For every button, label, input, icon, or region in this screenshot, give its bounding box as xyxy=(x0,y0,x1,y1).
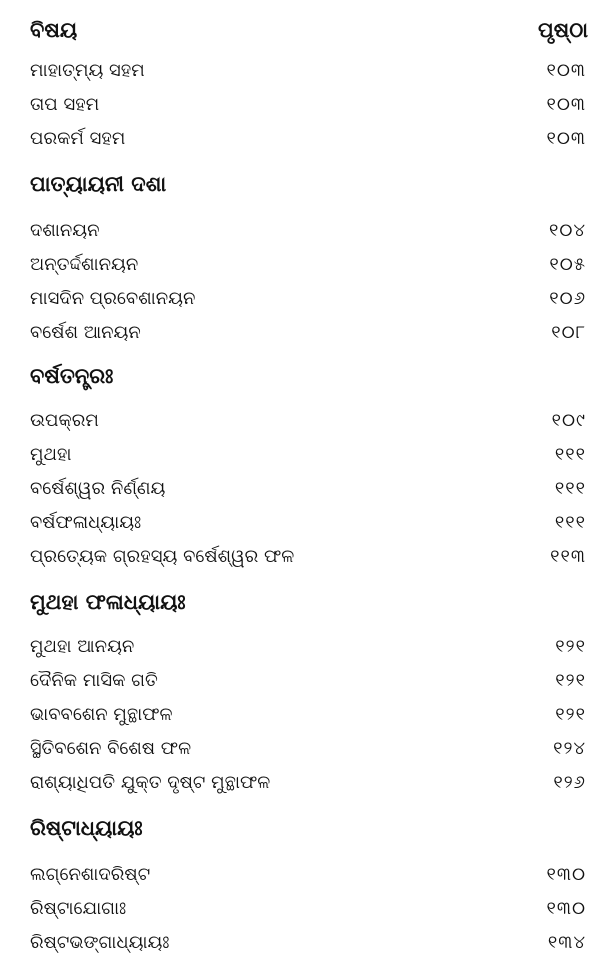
toc-header xyxy=(0,18,600,48)
toc-entry xyxy=(0,60,600,88)
section-heading: ମୁଥହା ଫଳାଧ୍ୟାୟଃ xyxy=(30,590,186,614)
entry-page: ୧୦୩ xyxy=(546,60,586,81)
entry-title: ମୁଥହା xyxy=(30,444,72,465)
entry-title: ରିଷ୍ଟାଯୋଗାଃ xyxy=(30,898,127,919)
entry-page: ୧୦୯ xyxy=(551,410,586,431)
section-heading: ବର୍ଷତନ୍ତ୍ରଃ xyxy=(30,364,114,388)
entry-title: ତାପ ସହମ xyxy=(30,94,100,115)
entry-title: ମାସଦିନ ପ୍ରବେଶାନୟନ xyxy=(30,288,196,309)
section-heading: ପାତ୍ୟାୟନୀ ଦଶା xyxy=(30,172,167,196)
section-heading: ରିଷ୍ଟାଧ୍ୟାୟଃ xyxy=(30,816,143,840)
toc-entry xyxy=(0,288,600,316)
entry-page: ୧୧୧ xyxy=(554,512,586,533)
entry-page: ୧୩୦ xyxy=(546,898,586,919)
entry-page: ୧୨୧ xyxy=(555,636,586,657)
toc-entry xyxy=(0,704,600,732)
subject-heading: ବିଷୟ xyxy=(30,18,78,42)
entry-title: ଦୈନିକ ମାସିକ ଗତି xyxy=(30,670,158,691)
toc-entry xyxy=(0,322,600,350)
entry-title: ସ୍ଥିତିବଶେନ ବିଶେଷ ଫଳ xyxy=(30,738,192,759)
entry-page: ୧୦୩ xyxy=(546,94,586,115)
entry-title: ପରକର୍ମ ସହମ xyxy=(30,128,126,149)
toc-entry xyxy=(0,864,600,892)
page-heading: ପୃଷ୍ଠା xyxy=(537,18,588,42)
entry-page: ୧୦୩ xyxy=(546,128,586,149)
entry-title: ପ୍ରତ୍ୟେକ ଗ୍ରହସ୍ୟ ବର୍ଷେଶ୍ୱର ଫଳ xyxy=(30,546,295,567)
entry-page: ୧୨୧ xyxy=(555,704,586,725)
toc-entry xyxy=(0,512,600,540)
entry-title: ବର୍ଷେଶ୍ୱର ନିର୍ଣ୍ଣୟ xyxy=(30,478,166,499)
toc-entry xyxy=(0,772,600,800)
toc-entry xyxy=(0,94,600,122)
toc-entry xyxy=(0,670,600,698)
toc-entry xyxy=(0,932,600,960)
entry-title: ରାଶ୍ୟାଧିପତି ଯୁକ୍ତ ଦୃଷ୍ଟ ମୁନ୍ଥାଫଳ xyxy=(30,772,271,793)
entry-title: ବର୍ଷେଶ ଆନୟନ xyxy=(30,322,141,343)
toc-entry xyxy=(0,254,600,282)
entry-title: ଅନ୍ତର୍ଦ୍ଦଶାନୟନ xyxy=(30,254,139,275)
entry-page: ୧୩୦ xyxy=(546,864,586,885)
entry-page: ୧୨୬ xyxy=(553,772,586,793)
entry-page: ୧୧୧ xyxy=(554,444,586,465)
toc-entry xyxy=(0,128,600,156)
toc-entry xyxy=(0,738,600,766)
entry-page: ୧୧୧ xyxy=(554,478,586,499)
toc-entry xyxy=(0,220,600,248)
entry-page: ୧୧୩ xyxy=(550,546,586,567)
entry-title: ଦଶାନୟନ xyxy=(30,220,100,241)
entry-page: ୧୦୮ xyxy=(551,322,586,343)
entry-title: ବର୍ଷଫଳାଧ୍ୟାୟଃ xyxy=(30,512,142,533)
entry-page: ୧୦୬ xyxy=(549,288,586,309)
toc-entry xyxy=(0,636,600,664)
toc-entry xyxy=(0,410,600,438)
toc-entry xyxy=(0,478,600,506)
entry-page: ୧୩୪ xyxy=(547,932,586,953)
toc-entry xyxy=(0,898,600,926)
entry-title: ଭାବବଶେନ ମୁନ୍ଥାଫଳ xyxy=(30,704,173,725)
entry-title: ମାହାତ୍ମ୍ୟ ସହମ xyxy=(30,60,145,81)
entry-title: ଉପକ୍ରମ xyxy=(30,410,99,431)
toc-entry xyxy=(0,444,600,472)
entry-title: ମୁଥହା ଆନୟନ xyxy=(30,636,135,657)
entry-page: ୧୦୪ xyxy=(549,220,586,241)
entry-title: ଲଗ୍ନେଶାଦରିଷ୍ଟ xyxy=(30,864,151,885)
entry-page: ୧୨୧ xyxy=(555,670,586,691)
toc-entry xyxy=(0,546,600,574)
entry-title: ରିଷ୍ଟଭଙ୍ଗାଧ୍ୟାୟଃ xyxy=(30,932,170,953)
entry-page: ୧୦୫ xyxy=(549,254,586,275)
entry-page: ୧୨୪ xyxy=(553,738,586,759)
